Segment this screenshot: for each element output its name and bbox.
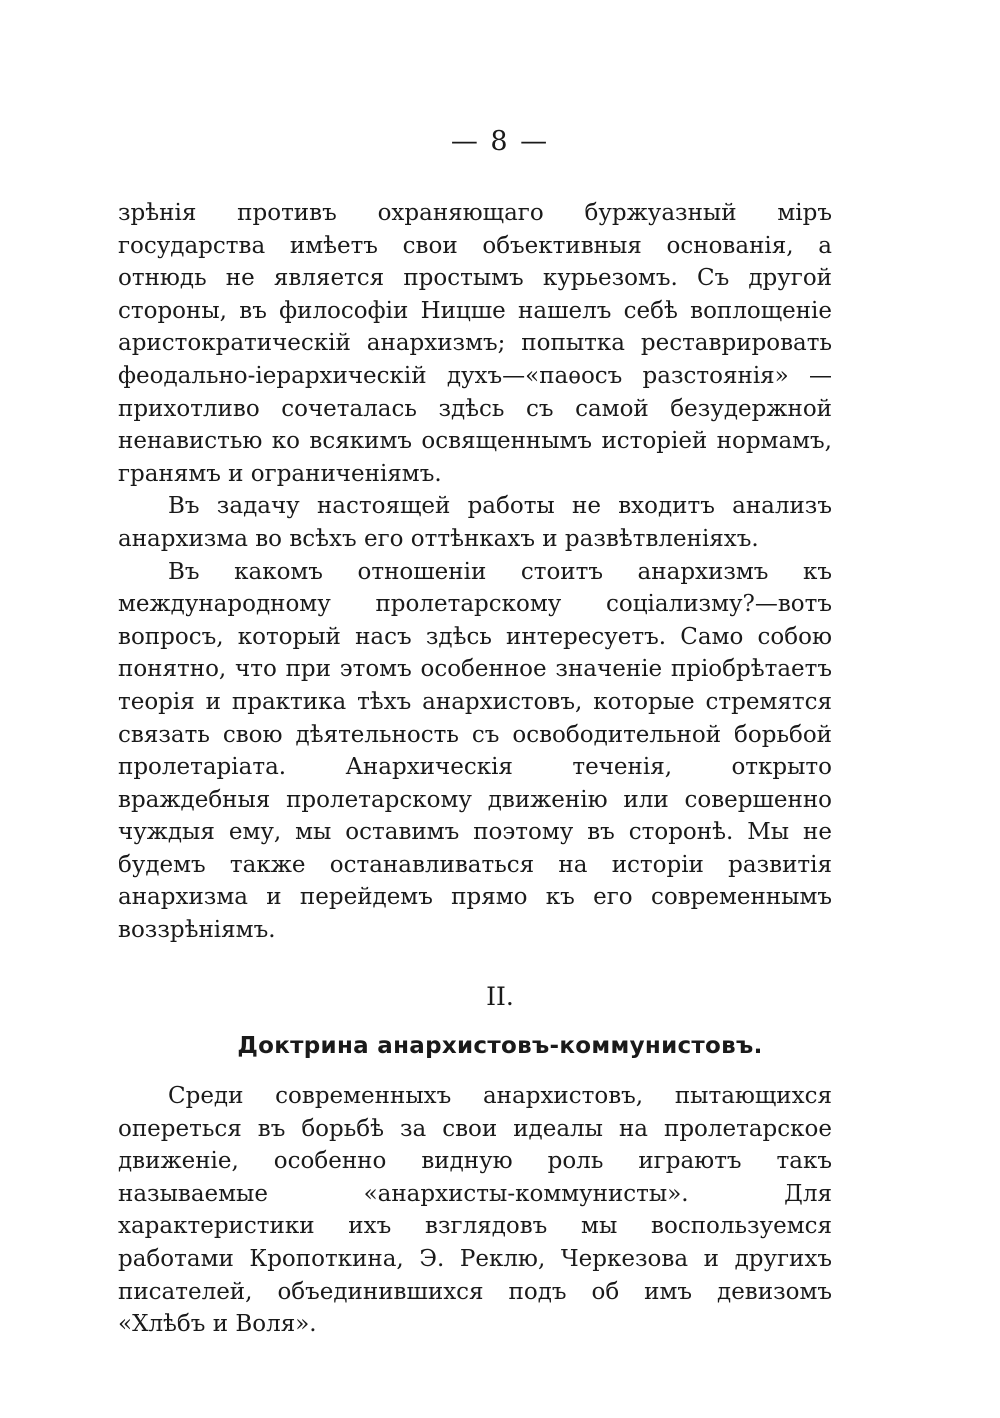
section-number: II. [486,982,514,1011]
section-paragraph: Среди современныхъ анархистовъ, пытающихся опереться въ борьбѣ за свои идеалы на пролетарское движеніе, особенно видную роль играютъ такъ называемые «анархисты-коммунисты». Для характеристики ихъ взглядовъ мы воспользуемся работами Кропоткина, Э. Реклю, Черкезова и другихъ писателей, объединившихся подъ об имъ девизомъ «Хлѣбъ и Воля». [118,1083,832,1338]
intro-paragraph: зрѣнія противъ охраняющаго буржуазный міръ государства имѣетъ свои объективныя основанія, а отнюдь не является простымъ курьезомъ. Съ другой стороны, въ философіи Ницше нашелъ себѣ воплощеніе аристократическій анархизмъ; попытка реставрировать феодально-іерархическій духъ—«паѳосъ разстоянія» —прихотливо сочеталась здѣсь съ самой безудержной ненавистью ко всякимъ освященнымъ исторіей нормамъ, гранямъ и ограниченіямъ. [118,200,832,487]
paragraph-scope: Въ задачу настоящей работы не входитъ анализъ анархизма во всѣхъ его оттѣнкахъ и развѣтвленіяхъ. [118,493,832,552]
section-title: Доктрина анархистовъ-коммунистовъ. [237,1033,763,1059]
paragraph-question: Въ какомъ отношеніи стоитъ анархизмъ къ международному пролетарскому соціализму?—вотъ вопросъ, который насъ здѣсь интересуетъ. Само собою понятно, что при этомъ особенное значеніе пріобрѣтаетъ теорія и практика тѣхъ анархистовъ, которые стремятся связать свою дѣятельность съ освободительной борьбой пролетаріата. Анархическія теченія, открыто враждебныя пролетарскому движенію или совершенно чуждыя ему, мы оставимъ поэтому въ сторонѣ. Мы не будемъ также останавливаться на исторіи развитія анархизма и перейдемъ прямо къ его современнымъ воззрѣніямъ. [118,558,832,944]
section-text-block [118,1080,832,1341]
main-text-block [118,197,832,947]
page-number: — 8 — [450,126,550,157]
